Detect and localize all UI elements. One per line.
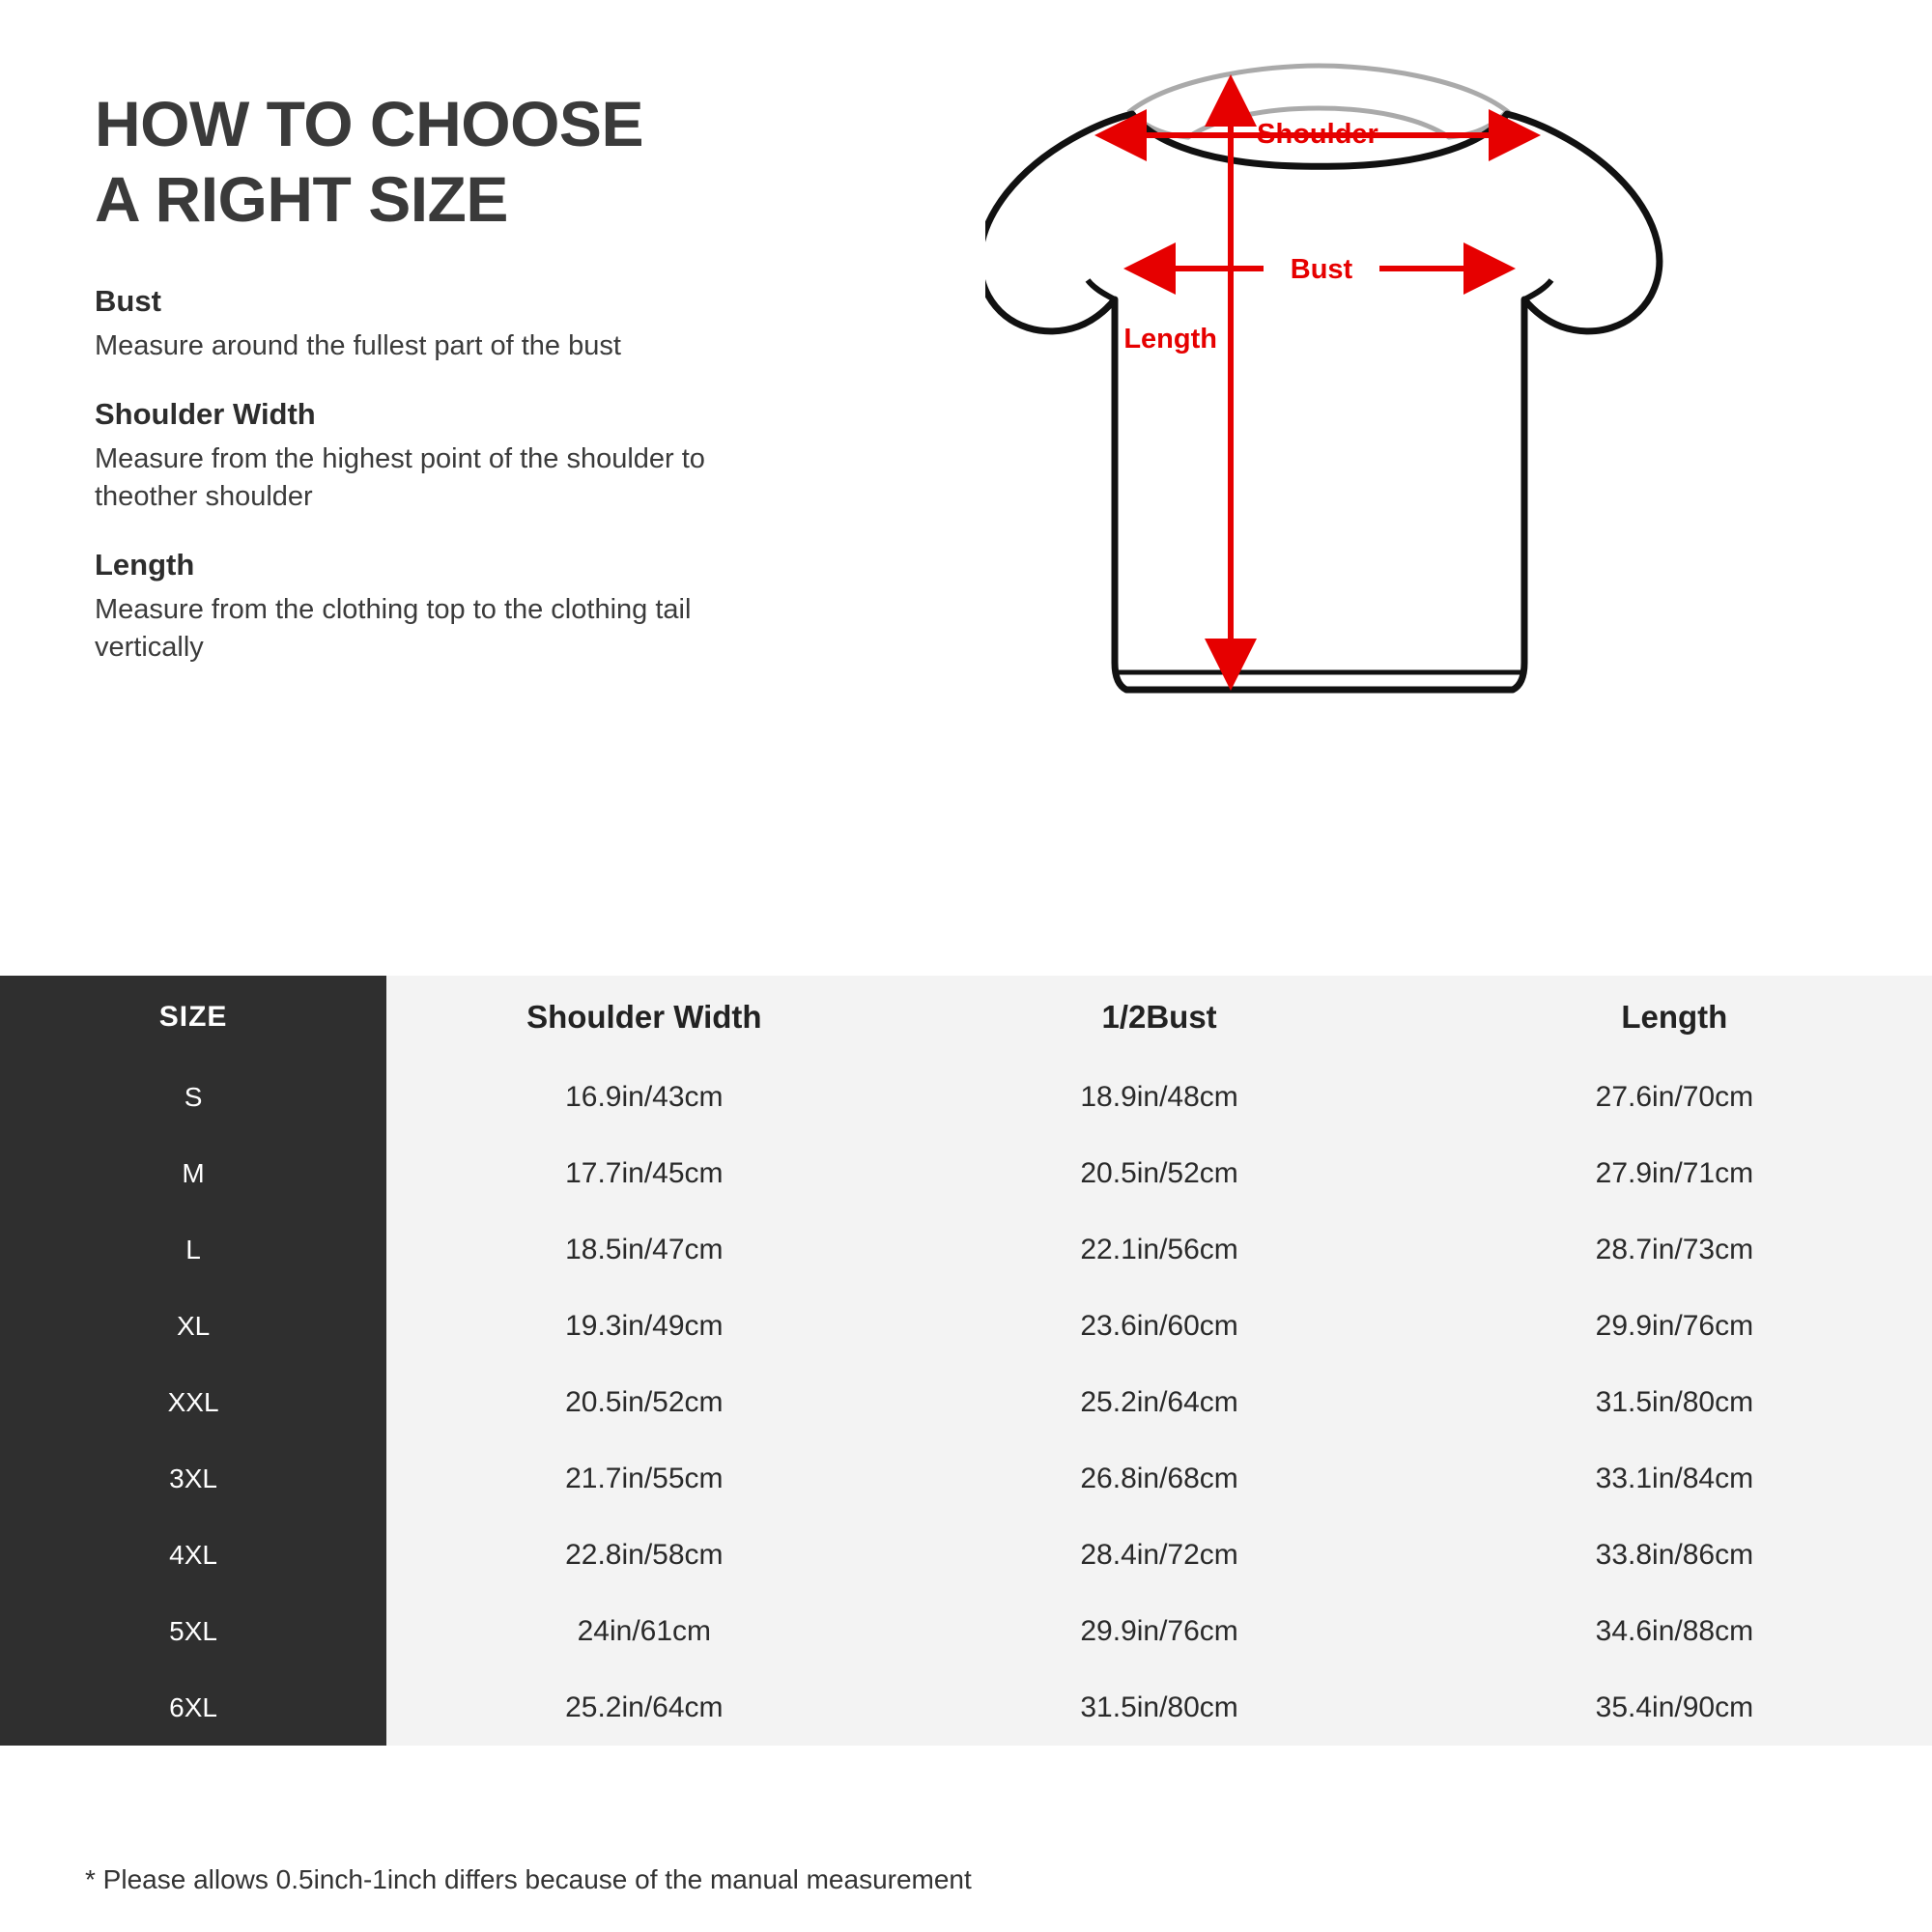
cell-length: 35.4in/90cm <box>1417 1669 1932 1746</box>
cell-shoulder-width: 17.7in/45cm <box>386 1135 901 1211</box>
info-column <box>95 87 925 699</box>
cell-size: 6XL <box>0 1669 386 1746</box>
table-row <box>0 1364 1932 1440</box>
cell-shoulder-width: 24in/61cm <box>386 1593 901 1669</box>
cell-shoulder-width: 20.5in/52cm <box>386 1364 901 1440</box>
cell-length: 34.6in/88cm <box>1417 1593 1932 1669</box>
cell-half-bust: 22.1in/56cm <box>901 1211 1416 1288</box>
table-row <box>0 1059 1932 1135</box>
cell-shoulder-width: 19.3in/49cm <box>386 1288 901 1364</box>
cell-half-bust: 26.8in/68cm <box>901 1440 1416 1517</box>
cell-half-bust: 31.5in/80cm <box>901 1669 1416 1746</box>
cell-shoulder-width: 21.7in/55cm <box>386 1440 901 1517</box>
cell-size: 3XL <box>0 1440 386 1517</box>
definition-description: Measure from the clothing top to the clothing tail vertically <box>95 594 692 663</box>
table-row <box>0 1135 1932 1211</box>
cell-shoulder-width: 25.2in/64cm <box>386 1669 901 1746</box>
page-title-line-1: HOW TO CHOOSE <box>95 88 643 159</box>
cell-size: 5XL <box>0 1593 386 1669</box>
column-header-length: Length <box>1417 976 1932 1059</box>
column-header-shoulder-width: Shoulder Width <box>386 976 901 1059</box>
cell-half-bust: 28.4in/72cm <box>901 1517 1416 1593</box>
definition-description: Measure around the fullest part of the bust <box>95 329 621 361</box>
tshirt-outline <box>985 114 1660 690</box>
cell-size: S <box>0 1059 386 1135</box>
cell-length: 29.9in/76cm <box>1417 1288 1932 1364</box>
footnote: * Please allows 0.5inch-1inch differs because of the manual measurement <box>85 1864 972 1894</box>
cell-length: 27.6in/70cm <box>1417 1059 1932 1135</box>
cell-length: 31.5in/80cm <box>1417 1364 1932 1440</box>
bust-label: Bust <box>1290 254 1353 285</box>
definition-term: Shoulder Width <box>95 397 316 432</box>
column-header-half-bust: 1/2Bust <box>901 976 1416 1059</box>
table-row <box>0 1593 1932 1669</box>
column-header-size: SIZE <box>0 976 386 1059</box>
table-row <box>0 1288 1932 1364</box>
table-row <box>0 1440 1932 1517</box>
size-table-wrapper <box>0 976 1932 1845</box>
size-table <box>0 976 1932 1746</box>
definition-term: Length <box>95 548 195 582</box>
cell-size: 4XL <box>0 1517 386 1593</box>
cell-size: L <box>0 1211 386 1288</box>
cell-shoulder-width: 22.8in/58cm <box>386 1517 901 1593</box>
definition-bust <box>95 284 925 365</box>
cell-half-bust: 20.5in/52cm <box>901 1135 1416 1211</box>
cell-size: M <box>0 1135 386 1211</box>
cell-size: XXL <box>0 1364 386 1440</box>
definitions-list <box>95 284 925 667</box>
page-title-line-2: A RIGHT SIZE <box>95 162 508 235</box>
length-label: Length <box>1123 324 1217 355</box>
table-body <box>0 1059 1932 1746</box>
table-row <box>0 1669 1932 1746</box>
cell-length: 33.8in/86cm <box>1417 1517 1932 1593</box>
cell-shoulder-width: 18.5in/47cm <box>386 1211 901 1288</box>
cell-shoulder-width: 16.9in/43cm <box>386 1059 901 1135</box>
cell-half-bust: 25.2in/64cm <box>901 1364 1416 1440</box>
table-header-row <box>0 976 1932 1059</box>
table-head <box>0 976 1932 1059</box>
cell-length: 28.7in/73cm <box>1417 1211 1932 1288</box>
definition-length <box>95 548 925 666</box>
cell-size: XL <box>0 1288 386 1364</box>
definition-term: Bust <box>95 283 161 318</box>
cell-length: 33.1in/84cm <box>1417 1440 1932 1517</box>
table-row <box>0 1211 1932 1288</box>
table-row <box>0 1517 1932 1593</box>
cell-half-bust: 18.9in/48cm <box>901 1059 1416 1135</box>
page-title <box>95 87 925 238</box>
cell-half-bust: 23.6in/60cm <box>901 1288 1416 1364</box>
cell-half-bust: 29.9in/76cm <box>901 1593 1416 1669</box>
definition-description: Measure from the highest point of the shoulder to theother shoulder <box>95 443 705 512</box>
shoulder-label: Shoulder <box>1257 119 1378 150</box>
cell-length: 27.9in/71cm <box>1417 1135 1932 1211</box>
definition-shoulder-width <box>95 397 925 515</box>
tshirt-diagram <box>985 58 1835 927</box>
